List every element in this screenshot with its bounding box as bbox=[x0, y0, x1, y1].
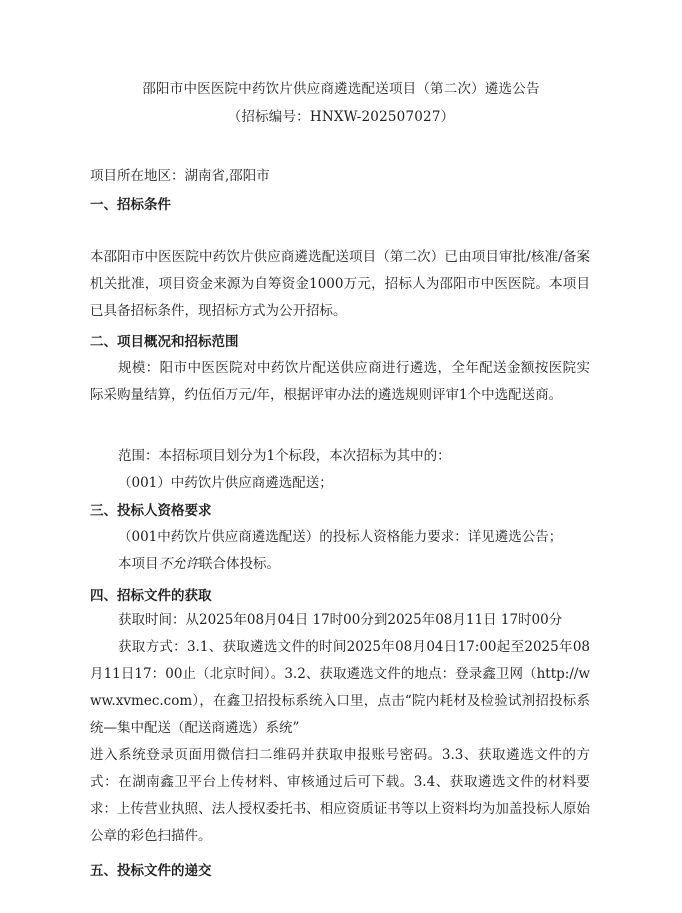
section-2-scale: 规模：阳市中医医院对中药饮片配送供应商进行遴选，全年配送金额按医院实际采购量结算，约伍佰万元/年，根据评审办法的遴选规则评审1个中选配送商。 bbox=[90, 360, 590, 403]
section-1-body: 本邵阳市中医医院中药饮片供应商遴选配送项目（第二次）已由项目审批/核准/备案机关批准，项目资金来源为自筹资金1000万元，招标人为邵阳市中医医院。本项目已具备招标条件，现招标方式为公开招标。 bbox=[90, 249, 590, 319]
tender-number: （招标编号：HNXW-202507027） bbox=[227, 109, 455, 125]
section-heading-1: 一、招标条件 bbox=[90, 197, 171, 213]
section-4-method-continued: 进入系统登录页面用微信扫二维码并获取申报账号密码。3.3、获取遴选文件的方式：在湖南鑫卫平台上传材料、审核通过后可下载。3.4、获取遴选文件的材料要求：上传营业执照、法人授权委托书、相应资质证书等以上资料均为加盖投标人原始公章的彩色扫描件。 bbox=[90, 747, 590, 844]
section-4-time: 获取时间：从2025年08月04日 17时00分到2025年08月11日 17时00分 bbox=[118, 612, 563, 628]
section-3-requirement: （001中药饮片供应商遴选配送）的投标人资格能力要求：详见遴选公告； bbox=[118, 529, 563, 545]
union-not-allowed: 不允许 bbox=[158, 556, 199, 572]
section-heading-4: 四、招标文件的获取 bbox=[90, 588, 212, 604]
section-heading-3: 三、投标人资格要求 bbox=[90, 503, 212, 519]
project-location: 项目所在地区：湖南省,邵阳市 bbox=[90, 168, 270, 184]
union-prefix: 本项目 bbox=[118, 556, 159, 572]
section-heading-2: 二、项目概况和招标范围 bbox=[90, 334, 239, 350]
section-2-lot: （001）中药饮片供应商遴选配送； bbox=[118, 475, 333, 491]
section-3-union bbox=[90, 551, 590, 578]
union-suffix: 联合体投标。 bbox=[199, 556, 280, 572]
section-4-method: 获取方式：3.1、获取遴选文件的时间2025年08月04日17:00起至2025年08月11日17：00止（北京时间）。3.2、获取遴选文件的地点：登录鑫卫网（http://www.xvmec.com），在鑫卫招投标系统入口里，点击“院内耗材及检验试剂招投标系统—集中配送（配送商遴选）系统” bbox=[90, 639, 590, 736]
document-title: 邵阳市中医医院中药饮片供应商遴选配送项目（第二次）遴选公告 bbox=[142, 81, 540, 97]
section-2-scope: 范围：本招标项目划分为1个标段，本次招标为其中的： bbox=[118, 448, 451, 464]
section-heading-5: 五、投标文件的递交 bbox=[90, 863, 212, 879]
